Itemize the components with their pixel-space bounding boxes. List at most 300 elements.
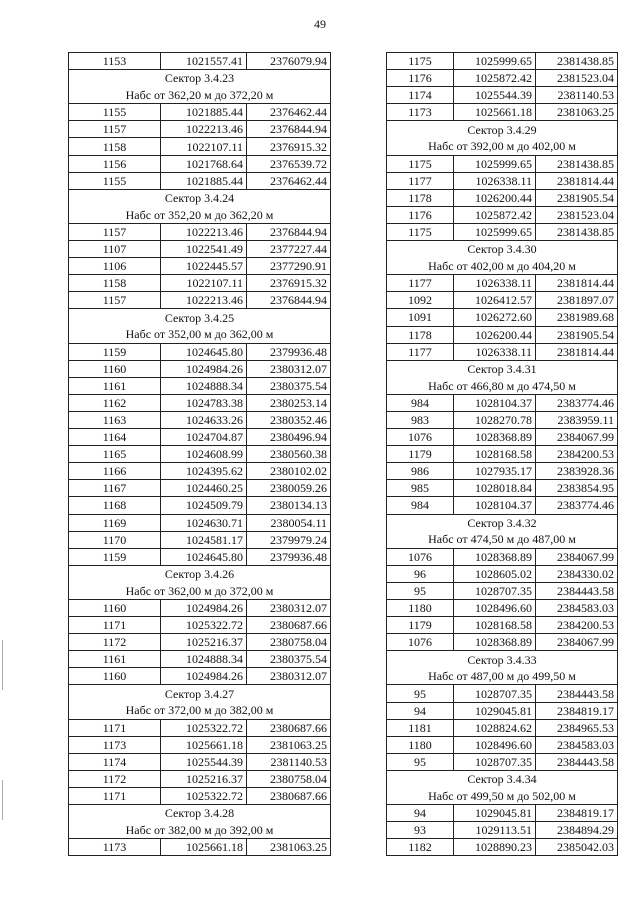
height-range-label: Набс от 382,00 м до 392,00 м bbox=[69, 822, 331, 839]
point-number-cell: 984 bbox=[387, 394, 454, 411]
y-coordinate-cell: 2380496.94 bbox=[247, 429, 331, 446]
y-coordinate-cell: 2380560.38 bbox=[247, 446, 331, 463]
y-coordinate-cell: 2381438.85 bbox=[536, 155, 618, 172]
point-number-cell: 1176 bbox=[387, 206, 454, 223]
table-row bbox=[387, 189, 618, 206]
x-coordinate-cell: 1024783.38 bbox=[161, 394, 247, 411]
table-row bbox=[387, 87, 618, 104]
table-row bbox=[387, 155, 618, 172]
table-row bbox=[387, 104, 618, 121]
y-coordinate-cell: 2381063.25 bbox=[247, 736, 331, 753]
table-row bbox=[387, 292, 618, 309]
height-range-row bbox=[69, 87, 331, 104]
point-number-cell: 1173 bbox=[69, 839, 161, 856]
height-range-label: Набс от 392,00 м до 402,00 м bbox=[387, 138, 618, 155]
x-coordinate-cell: 1022213.46 bbox=[161, 292, 247, 309]
point-number-cell: 1174 bbox=[387, 87, 454, 104]
y-coordinate-cell: 2376844.94 bbox=[247, 223, 331, 240]
x-coordinate-cell: 1028104.37 bbox=[454, 497, 536, 514]
y-coordinate-cell: 2376915.32 bbox=[247, 275, 331, 292]
y-coordinate-cell: 2381523.04 bbox=[536, 206, 618, 223]
point-number-cell: 1155 bbox=[69, 104, 161, 121]
table-row bbox=[387, 634, 618, 651]
x-coordinate-cell: 1026412.57 bbox=[454, 292, 536, 309]
table-row bbox=[387, 480, 618, 497]
point-number-cell: 95 bbox=[387, 753, 454, 770]
sector-heading-row bbox=[69, 309, 331, 326]
point-number-cell: 1172 bbox=[69, 770, 161, 787]
point-number-cell: 1177 bbox=[387, 172, 454, 189]
y-coordinate-cell: 2384965.53 bbox=[536, 719, 618, 736]
point-number-cell: 1164 bbox=[69, 429, 161, 446]
point-number-cell: 1171 bbox=[69, 719, 161, 736]
y-coordinate-cell: 2376539.72 bbox=[247, 155, 331, 172]
table-row bbox=[69, 531, 331, 548]
y-coordinate-cell: 2384067.99 bbox=[536, 548, 618, 565]
y-coordinate-cell: 2380687.66 bbox=[247, 719, 331, 736]
point-number-cell: 1170 bbox=[69, 531, 161, 548]
point-number-cell: 1181 bbox=[387, 719, 454, 736]
y-coordinate-cell: 2381905.54 bbox=[536, 189, 618, 206]
table-row bbox=[69, 600, 331, 617]
sector-heading: Сектор 3.4.25 bbox=[69, 309, 331, 326]
x-coordinate-cell: 1025216.37 bbox=[161, 634, 247, 651]
x-coordinate-cell: 1024633.26 bbox=[161, 411, 247, 428]
x-coordinate-cell: 1025661.18 bbox=[454, 104, 536, 121]
table-row bbox=[387, 309, 618, 326]
y-coordinate-cell: 2381523.04 bbox=[536, 70, 618, 87]
y-coordinate-cell: 2381438.85 bbox=[536, 53, 618, 70]
table-row bbox=[387, 617, 618, 634]
x-coordinate-cell: 1024630.71 bbox=[161, 514, 247, 531]
point-number-cell: 1153 bbox=[69, 53, 161, 70]
table-row bbox=[69, 839, 331, 856]
y-coordinate-cell: 2377290.91 bbox=[247, 258, 331, 275]
height-range-label: Набс от 362,00 м до 372,00 м bbox=[69, 582, 331, 599]
height-range-row bbox=[69, 326, 331, 343]
sector-heading-row bbox=[387, 514, 618, 531]
height-range-label: Набс от 372,00 м до 382,00 м bbox=[69, 702, 331, 719]
height-range-label: Набс от 352,00 м до 362,00 м bbox=[69, 326, 331, 343]
point-number-cell: 96 bbox=[387, 565, 454, 582]
point-number-cell: 1158 bbox=[69, 138, 161, 155]
page-number: 49 bbox=[314, 17, 326, 31]
height-range-row bbox=[387, 668, 618, 685]
table-row bbox=[69, 155, 331, 172]
x-coordinate-cell: 1028168.58 bbox=[454, 617, 536, 634]
y-coordinate-cell: 2384819.17 bbox=[536, 702, 618, 719]
x-coordinate-cell: 1024984.26 bbox=[161, 600, 247, 617]
table-row bbox=[387, 394, 618, 411]
sector-heading-row bbox=[69, 189, 331, 206]
sector-heading-row bbox=[387, 651, 618, 668]
table-row bbox=[387, 53, 618, 70]
sector-heading: Сектор 3.4.31 bbox=[387, 360, 618, 377]
point-number-cell: 1106 bbox=[69, 258, 161, 275]
y-coordinate-cell: 2380758.04 bbox=[247, 634, 331, 651]
table-row bbox=[69, 377, 331, 394]
point-number-cell: 1157 bbox=[69, 121, 161, 138]
table-row bbox=[387, 719, 618, 736]
point-number-cell: 93 bbox=[387, 822, 454, 839]
y-coordinate-cell: 2384819.17 bbox=[536, 805, 618, 822]
point-number-cell: 1158 bbox=[69, 275, 161, 292]
table-row bbox=[69, 429, 331, 446]
x-coordinate-cell: 1021557.41 bbox=[161, 53, 247, 70]
y-coordinate-cell: 2377227.44 bbox=[247, 241, 331, 258]
x-coordinate-cell: 1026272.60 bbox=[454, 309, 536, 326]
point-number-cell: 985 bbox=[387, 480, 454, 497]
x-coordinate-cell: 1028496.60 bbox=[454, 736, 536, 753]
table-row bbox=[387, 685, 618, 702]
height-range-label: Набс от 362,20 м до 372,20 м bbox=[69, 87, 331, 104]
x-coordinate-cell: 1025661.18 bbox=[161, 736, 247, 753]
y-coordinate-cell: 2376844.94 bbox=[247, 121, 331, 138]
height-range-row bbox=[387, 788, 618, 805]
x-coordinate-cell: 1029113.51 bbox=[454, 822, 536, 839]
point-number-cell: 1179 bbox=[387, 446, 454, 463]
x-coordinate-cell: 1028707.35 bbox=[454, 685, 536, 702]
height-range-label: Набс от 466,80 м до 474,50 м bbox=[387, 377, 618, 394]
y-coordinate-cell: 2380375.54 bbox=[247, 651, 331, 668]
x-coordinate-cell: 1024460.25 bbox=[161, 480, 247, 497]
sector-heading-row bbox=[387, 770, 618, 787]
table-row bbox=[69, 138, 331, 155]
height-range-row bbox=[69, 702, 331, 719]
table-row bbox=[387, 343, 618, 360]
table-row bbox=[69, 394, 331, 411]
coordinates-table-right bbox=[386, 52, 618, 856]
point-number-cell: 1180 bbox=[387, 736, 454, 753]
sector-heading: Сектор 3.4.24 bbox=[69, 189, 331, 206]
y-coordinate-cell: 2381905.54 bbox=[536, 326, 618, 343]
sector-heading: Сектор 3.4.30 bbox=[387, 241, 618, 258]
x-coordinate-cell: 1026200.44 bbox=[454, 326, 536, 343]
table-row bbox=[387, 839, 618, 856]
y-coordinate-cell: 2385042.03 bbox=[536, 839, 618, 856]
x-coordinate-cell: 1025872.42 bbox=[454, 206, 536, 223]
point-number-cell: 1165 bbox=[69, 446, 161, 463]
x-coordinate-cell: 1028270.78 bbox=[454, 411, 536, 428]
y-coordinate-cell: 2380054.11 bbox=[247, 514, 331, 531]
y-coordinate-cell: 2376462.44 bbox=[247, 104, 331, 121]
x-coordinate-cell: 1026338.11 bbox=[454, 343, 536, 360]
point-number-cell: 1076 bbox=[387, 429, 454, 446]
y-coordinate-cell: 2381140.53 bbox=[536, 87, 618, 104]
sector-heading-row bbox=[387, 241, 618, 258]
y-coordinate-cell: 2383959.11 bbox=[536, 411, 618, 428]
x-coordinate-cell: 1022541.49 bbox=[161, 241, 247, 258]
point-number-cell: 1178 bbox=[387, 326, 454, 343]
table-row bbox=[69, 719, 331, 736]
table-row bbox=[387, 206, 618, 223]
x-coordinate-cell: 1028168.58 bbox=[454, 446, 536, 463]
table-row bbox=[69, 463, 331, 480]
sector-heading: Сектор 3.4.27 bbox=[69, 685, 331, 702]
x-coordinate-cell: 1024888.34 bbox=[161, 377, 247, 394]
table-row bbox=[69, 223, 331, 240]
table-row bbox=[69, 497, 331, 514]
table-row bbox=[69, 241, 331, 258]
sector-heading-row bbox=[69, 685, 331, 702]
table-row bbox=[387, 326, 618, 343]
x-coordinate-cell: 1029045.81 bbox=[454, 805, 536, 822]
y-coordinate-cell: 2380253.14 bbox=[247, 394, 331, 411]
sector-heading-row bbox=[387, 360, 618, 377]
table-row bbox=[387, 223, 618, 240]
table-row bbox=[69, 121, 331, 138]
table-row bbox=[69, 548, 331, 565]
sector-heading: Сектор 3.4.29 bbox=[387, 121, 618, 138]
point-number-cell: 986 bbox=[387, 463, 454, 480]
x-coordinate-cell: 1021885.44 bbox=[161, 104, 247, 121]
x-coordinate-cell: 1024509.79 bbox=[161, 497, 247, 514]
y-coordinate-cell: 2376462.44 bbox=[247, 172, 331, 189]
sector-heading-row bbox=[387, 121, 618, 138]
height-range-row bbox=[69, 822, 331, 839]
x-coordinate-cell: 1028018.84 bbox=[454, 480, 536, 497]
x-coordinate-cell: 1024581.17 bbox=[161, 531, 247, 548]
y-coordinate-cell: 2381814.44 bbox=[536, 343, 618, 360]
point-number-cell: 1176 bbox=[387, 70, 454, 87]
point-number-cell: 1161 bbox=[69, 651, 161, 668]
y-coordinate-cell: 2376844.94 bbox=[247, 292, 331, 309]
table-row bbox=[69, 360, 331, 377]
y-coordinate-cell: 2380352.46 bbox=[247, 411, 331, 428]
point-number-cell: 1160 bbox=[69, 668, 161, 685]
x-coordinate-cell: 1024984.26 bbox=[161, 668, 247, 685]
point-number-cell: 1157 bbox=[69, 292, 161, 309]
point-number-cell: 984 bbox=[387, 497, 454, 514]
height-range-row bbox=[387, 377, 618, 394]
x-coordinate-cell: 1024984.26 bbox=[161, 360, 247, 377]
table-row bbox=[69, 770, 331, 787]
table-row bbox=[69, 736, 331, 753]
y-coordinate-cell: 2384330.02 bbox=[536, 565, 618, 582]
x-coordinate-cell: 1029045.81 bbox=[454, 702, 536, 719]
point-number-cell: 95 bbox=[387, 685, 454, 702]
table-row bbox=[69, 292, 331, 309]
y-coordinate-cell: 2379936.48 bbox=[247, 343, 331, 360]
y-coordinate-cell: 2384894.29 bbox=[536, 822, 618, 839]
x-coordinate-cell: 1025322.72 bbox=[161, 788, 247, 805]
x-coordinate-cell: 1021768.64 bbox=[161, 155, 247, 172]
y-coordinate-cell: 2381063.25 bbox=[247, 839, 331, 856]
point-number-cell: 1169 bbox=[69, 514, 161, 531]
table-row bbox=[387, 805, 618, 822]
point-number-cell: 1182 bbox=[387, 839, 454, 856]
sector-heading-row bbox=[69, 565, 331, 582]
x-coordinate-cell: 1024645.80 bbox=[161, 343, 247, 360]
point-number-cell: 1172 bbox=[69, 634, 161, 651]
height-range-row bbox=[387, 531, 618, 548]
y-coordinate-cell: 2380134.13 bbox=[247, 497, 331, 514]
point-number-cell: 1163 bbox=[69, 411, 161, 428]
table-row bbox=[69, 668, 331, 685]
point-number-cell: 1174 bbox=[69, 753, 161, 770]
x-coordinate-cell: 1025322.72 bbox=[161, 617, 247, 634]
y-coordinate-cell: 2380312.07 bbox=[247, 668, 331, 685]
point-number-cell: 1161 bbox=[69, 377, 161, 394]
x-coordinate-cell: 1025872.42 bbox=[454, 70, 536, 87]
table-row bbox=[69, 788, 331, 805]
y-coordinate-cell: 2383854.95 bbox=[536, 480, 618, 497]
y-coordinate-cell: 2380312.07 bbox=[247, 360, 331, 377]
x-coordinate-cell: 1026200.44 bbox=[454, 189, 536, 206]
height-range-label: Набс от 474,50 м до 487,00 м bbox=[387, 531, 618, 548]
y-coordinate-cell: 2381989.68 bbox=[536, 309, 618, 326]
y-coordinate-cell: 2381814.44 bbox=[536, 172, 618, 189]
y-coordinate-cell: 2383928.36 bbox=[536, 463, 618, 480]
x-coordinate-cell: 1022107.11 bbox=[161, 138, 247, 155]
point-number-cell: 1180 bbox=[387, 600, 454, 617]
x-coordinate-cell: 1024645.80 bbox=[161, 548, 247, 565]
y-coordinate-cell: 2380687.66 bbox=[247, 617, 331, 634]
point-number-cell: 1076 bbox=[387, 634, 454, 651]
point-number-cell: 1159 bbox=[69, 548, 161, 565]
coordinates-table-left bbox=[68, 52, 331, 856]
x-coordinate-cell: 1025661.18 bbox=[161, 839, 247, 856]
point-number-cell: 1160 bbox=[69, 600, 161, 617]
sector-heading-row bbox=[69, 805, 331, 822]
x-coordinate-cell: 1025544.39 bbox=[454, 87, 536, 104]
y-coordinate-cell: 2384200.53 bbox=[536, 617, 618, 634]
point-number-cell: 94 bbox=[387, 702, 454, 719]
point-number-cell: 1168 bbox=[69, 497, 161, 514]
point-number-cell: 94 bbox=[387, 805, 454, 822]
point-number-cell: 1092 bbox=[387, 292, 454, 309]
x-coordinate-cell: 1026338.11 bbox=[454, 172, 536, 189]
table-row bbox=[69, 446, 331, 463]
point-number-cell: 1159 bbox=[69, 343, 161, 360]
table-row bbox=[387, 753, 618, 770]
point-number-cell: 1173 bbox=[387, 104, 454, 121]
x-coordinate-cell: 1022445.57 bbox=[161, 258, 247, 275]
x-coordinate-cell: 1022213.46 bbox=[161, 121, 247, 138]
x-coordinate-cell: 1028368.89 bbox=[454, 634, 536, 651]
x-coordinate-cell: 1028368.89 bbox=[454, 548, 536, 565]
point-number-cell: 95 bbox=[387, 582, 454, 599]
table-row bbox=[387, 702, 618, 719]
y-coordinate-cell: 2380059.26 bbox=[247, 480, 331, 497]
point-number-cell: 1171 bbox=[69, 617, 161, 634]
x-coordinate-cell: 1028605.02 bbox=[454, 565, 536, 582]
y-coordinate-cell: 2376079.94 bbox=[247, 53, 331, 70]
y-coordinate-cell: 2381063.25 bbox=[536, 104, 618, 121]
x-coordinate-cell: 1028890.23 bbox=[454, 839, 536, 856]
point-number-cell: 1160 bbox=[69, 360, 161, 377]
y-coordinate-cell: 2383774.46 bbox=[536, 394, 618, 411]
x-coordinate-cell: 1025999.65 bbox=[454, 53, 536, 70]
height-range-row bbox=[387, 258, 618, 275]
y-coordinate-cell: 2379936.48 bbox=[247, 548, 331, 565]
point-number-cell: 983 bbox=[387, 411, 454, 428]
sector-heading: Сектор 3.4.32 bbox=[387, 514, 618, 531]
y-coordinate-cell: 2384583.03 bbox=[536, 600, 618, 617]
table-row bbox=[387, 70, 618, 87]
table-row bbox=[387, 600, 618, 617]
y-coordinate-cell: 2380687.66 bbox=[247, 788, 331, 805]
point-number-cell: 1175 bbox=[387, 223, 454, 240]
x-coordinate-cell: 1024395.62 bbox=[161, 463, 247, 480]
table-row bbox=[387, 411, 618, 428]
table-row bbox=[69, 514, 331, 531]
height-range-row bbox=[69, 582, 331, 599]
sector-heading: Сектор 3.4.28 bbox=[69, 805, 331, 822]
sector-heading: Сектор 3.4.23 bbox=[69, 70, 331, 87]
x-coordinate-cell: 1021885.44 bbox=[161, 172, 247, 189]
table-row bbox=[69, 53, 331, 70]
sector-heading: Сектор 3.4.34 bbox=[387, 770, 618, 787]
table-row bbox=[387, 429, 618, 446]
y-coordinate-cell: 2384443.58 bbox=[536, 753, 618, 770]
y-coordinate-cell: 2381140.53 bbox=[247, 753, 331, 770]
y-coordinate-cell: 2376915.32 bbox=[247, 138, 331, 155]
table-row bbox=[69, 617, 331, 634]
x-coordinate-cell: 1028496.60 bbox=[454, 600, 536, 617]
point-number-cell: 1175 bbox=[387, 155, 454, 172]
point-number-cell: 1173 bbox=[69, 736, 161, 753]
x-coordinate-cell: 1022213.46 bbox=[161, 223, 247, 240]
y-coordinate-cell: 2380375.54 bbox=[247, 377, 331, 394]
table-row bbox=[387, 463, 618, 480]
point-number-cell: 1171 bbox=[69, 788, 161, 805]
sector-heading: Сектор 3.4.33 bbox=[387, 651, 618, 668]
x-coordinate-cell: 1028707.35 bbox=[454, 582, 536, 599]
y-coordinate-cell: 2380312.07 bbox=[247, 600, 331, 617]
y-coordinate-cell: 2381814.44 bbox=[536, 275, 618, 292]
table-row bbox=[69, 104, 331, 121]
y-coordinate-cell: 2380102.02 bbox=[247, 463, 331, 480]
point-number-cell: 1155 bbox=[69, 172, 161, 189]
y-coordinate-cell: 2384200.53 bbox=[536, 446, 618, 463]
table-row bbox=[387, 565, 618, 582]
x-coordinate-cell: 1025999.65 bbox=[454, 155, 536, 172]
y-coordinate-cell: 2384443.58 bbox=[536, 685, 618, 702]
height-range-label: Набс от 487,00 м до 499,50 м bbox=[387, 668, 618, 685]
table-row bbox=[387, 582, 618, 599]
point-number-cell: 1076 bbox=[387, 548, 454, 565]
x-coordinate-cell: 1026338.11 bbox=[454, 275, 536, 292]
scan-artifact bbox=[2, 640, 3, 690]
point-number-cell: 1178 bbox=[387, 189, 454, 206]
x-coordinate-cell: 1028824.62 bbox=[454, 719, 536, 736]
y-coordinate-cell: 2381897.07 bbox=[536, 292, 618, 309]
table-row bbox=[69, 634, 331, 651]
point-number-cell: 1107 bbox=[69, 241, 161, 258]
scan-artifact bbox=[2, 780, 3, 820]
x-coordinate-cell: 1024608.99 bbox=[161, 446, 247, 463]
table-row bbox=[69, 753, 331, 770]
height-range-label: Набс от 402,00 м до 404,20 м bbox=[387, 258, 618, 275]
x-coordinate-cell: 1027935.17 bbox=[454, 463, 536, 480]
table-row bbox=[387, 548, 618, 565]
x-coordinate-cell: 1024888.34 bbox=[161, 651, 247, 668]
point-number-cell: 1179 bbox=[387, 617, 454, 634]
y-coordinate-cell: 2384443.58 bbox=[536, 582, 618, 599]
table-row bbox=[387, 822, 618, 839]
y-coordinate-cell: 2384067.99 bbox=[536, 429, 618, 446]
table-row bbox=[387, 446, 618, 463]
table-row bbox=[69, 275, 331, 292]
point-number-cell: 1177 bbox=[387, 343, 454, 360]
table-row bbox=[69, 480, 331, 497]
y-coordinate-cell: 2384583.03 bbox=[536, 736, 618, 753]
table-row bbox=[69, 172, 331, 189]
point-number-cell: 1167 bbox=[69, 480, 161, 497]
point-number-cell: 1156 bbox=[69, 155, 161, 172]
table-row bbox=[387, 172, 618, 189]
